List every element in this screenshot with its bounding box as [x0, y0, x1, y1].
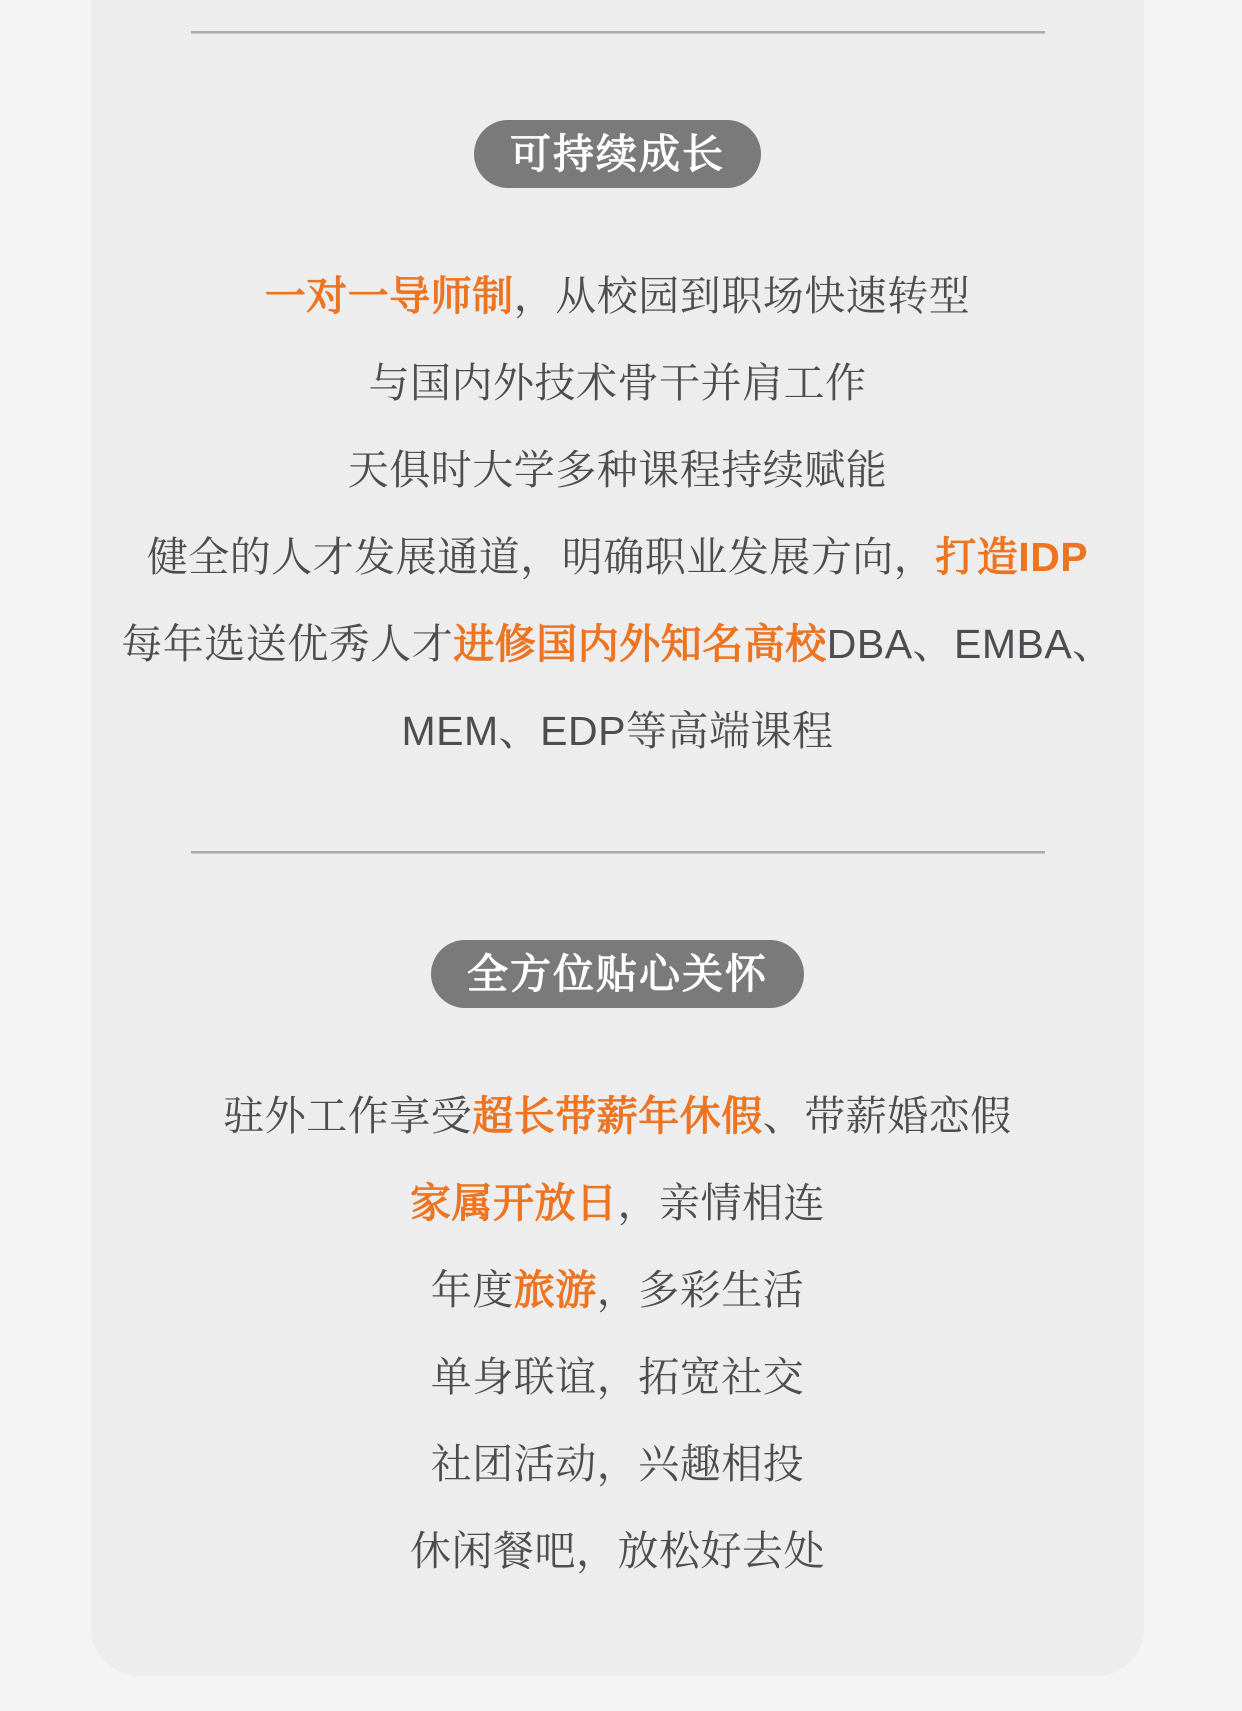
highlighted-text: 超长带薪年休假 — [472, 1093, 763, 1139]
body-text: 与国内外技术骨干并肩工作 — [368, 360, 867, 406]
benefit-line — [91, 448, 1144, 492]
benefit-line — [91, 1442, 1144, 1486]
section-title-badge: 可持续成长 — [474, 120, 761, 188]
benefit-line — [91, 622, 1144, 666]
benefit-line — [91, 1529, 1144, 1573]
body-text: 天俱时大学多种课程持续赋能 — [347, 447, 888, 493]
body-text: 社团活动，兴趣相投 — [430, 1441, 805, 1487]
benefit-line — [91, 1094, 1144, 1138]
body-text: 、带薪婚恋假 — [762, 1093, 1012, 1139]
benefit-line — [91, 361, 1144, 405]
benefit-line — [91, 709, 1144, 753]
benefit-line — [91, 1268, 1144, 1312]
body-text: 健全的人才发展通道，明确职业发展方向， — [146, 534, 936, 580]
benefit-section — [91, 31, 1144, 753]
body-text: ，从校园到职场快速转型 — [513, 273, 971, 319]
body-text: DBA、EMBA、 — [826, 621, 1114, 667]
highlighted-text: 旅游 — [513, 1267, 597, 1313]
body-text: ，多彩生活 — [596, 1267, 805, 1313]
section-title-badge: 全方位贴心关怀 — [431, 940, 804, 1008]
section-divider — [191, 851, 1045, 854]
body-text: 单身联谊，拓宽社交 — [430, 1354, 805, 1400]
body-text: 每年选送优秀人才 — [121, 621, 454, 667]
benefits-card — [91, 0, 1144, 1676]
highlighted-text: 进修国内外知名高校 — [453, 621, 827, 667]
benefit-line — [91, 1355, 1144, 1399]
section-lines — [91, 274, 1144, 753]
body-text: 休闲餐吧，放松好去处 — [410, 1528, 825, 1574]
section-divider — [191, 31, 1045, 34]
benefit-line — [91, 535, 1144, 579]
highlighted-text: 家属开放日 — [410, 1180, 618, 1226]
benefit-line — [91, 274, 1144, 318]
body-text: ，亲情相连 — [617, 1180, 825, 1226]
body-text: 年度 — [430, 1267, 514, 1313]
section-lines — [91, 1094, 1144, 1573]
benefit-sections — [91, 31, 1144, 1573]
highlighted-text: 打造IDP — [935, 534, 1089, 580]
benefit-section — [91, 851, 1144, 1573]
benefit-line — [91, 1181, 1144, 1225]
body-text: 驻外工作享受 — [223, 1093, 473, 1139]
body-text: MEM、EDP等高端课程 — [401, 708, 834, 754]
highlighted-text: 一对一导师制 — [264, 273, 514, 319]
